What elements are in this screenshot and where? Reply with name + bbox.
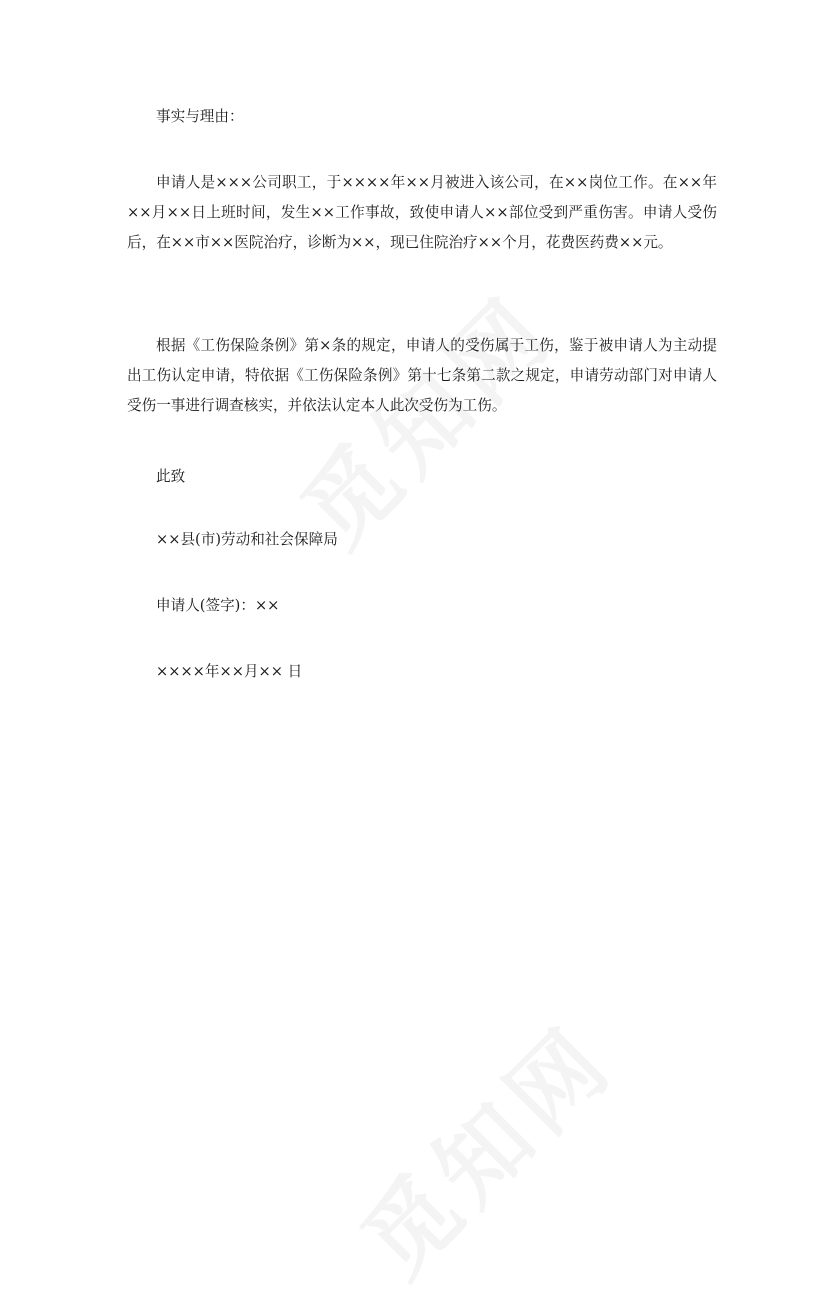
watermark	[328, 991, 638, 1301]
section-heading: 事实与理由：	[156, 108, 244, 125]
facts-paragraph: 申请人是×××公司职工，于××××年××月被进入该公司，在××岗位工作。在××年××月××日上班时间，发生××工作事故，致使申请人××部位受到严重伤害。申请人受伤后，在××市××医院治疗，诊断为××，现已住院治疗××个月，花费医药费××元。	[127, 174, 717, 251]
closing-salutation: 此致	[156, 468, 186, 485]
legal-basis-paragraph: 根据《工伤保险条例》第×条的规定，申请人的受伤属于工伤，鉴于被申请人为主动提出工伤认定申请，特依据《工伤保险条例》第十七条第二款之规定，申请劳动部门对申请人受伤一事进行调查核实，并依法认定本人此次受伤为工伤。	[127, 337, 717, 414]
document-date: ××××年××月×× 日	[156, 663, 303, 680]
recipient-agency: ××县(市)劳动和社会保障局	[156, 531, 338, 548]
applicant-signature: 申请人(签字)：××	[156, 597, 280, 614]
